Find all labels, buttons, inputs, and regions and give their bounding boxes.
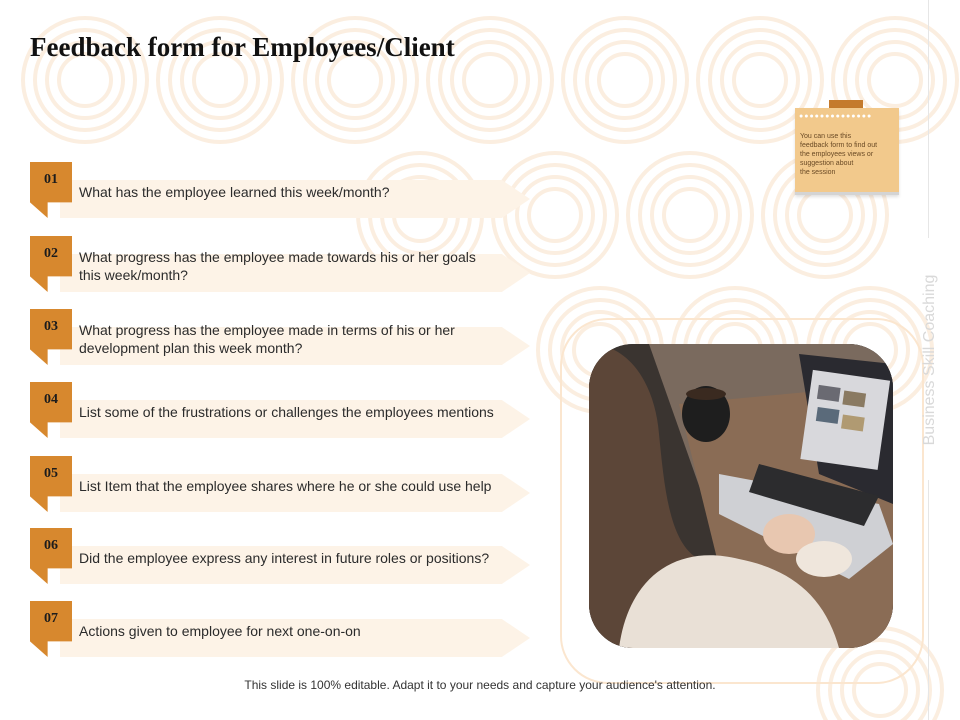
- question-text: What progress has the employee made in terms of his or her development plan this week month?: [79, 322, 455, 356]
- sticky-note: [795, 100, 901, 196]
- footer-note: This slide is 100% editable. Adapt it to your needs and capture your audience's attention.: [244, 678, 716, 692]
- background-ring: [563, 18, 687, 142]
- question-number: 03: [44, 319, 58, 334]
- background-ring: [440, 30, 540, 130]
- photo-illustration: [589, 344, 893, 648]
- question-number: 04: [44, 392, 58, 407]
- question-item-7: [30, 601, 540, 657]
- question-text: Did the employee express any interest in future roles or positions?: [79, 550, 490, 566]
- note-perforation: ●●●●●●●●●●●●●●: [799, 113, 873, 120]
- background-ring: [575, 30, 675, 130]
- question-item-1: [30, 162, 540, 218]
- note-paper: [795, 108, 899, 195]
- question-number: 06: [44, 538, 58, 553]
- note-text: You can use this feedback form to find out the employees views or suggestion about the session: [800, 133, 878, 176]
- side-divider-top: [928, 0, 929, 238]
- slide-title: Feedback form for Employees/Client: [30, 32, 455, 62]
- photo-person-laptop: [589, 344, 893, 648]
- question-item-3: [30, 309, 540, 365]
- question-text: What progress has the employee made towards his or her goals this week/month?: [79, 249, 476, 283]
- question-item-2: [30, 236, 540, 292]
- background-ring: [799, 189, 851, 241]
- background-ring: [664, 189, 716, 241]
- background-ring: [869, 54, 921, 106]
- question-number: 07: [44, 611, 58, 626]
- question-number: 05: [44, 466, 58, 481]
- background-ring: [628, 153, 752, 277]
- question-item-6: [30, 528, 540, 584]
- question-item-4: [30, 382, 540, 438]
- background-ring: [640, 165, 740, 265]
- question-number: 02: [44, 246, 58, 261]
- background-ring: [734, 54, 786, 106]
- background-ring: [599, 54, 651, 106]
- question-text: List Item that the employee shares where he or she could use help: [79, 478, 492, 494]
- question-item-5: [30, 456, 540, 512]
- question-text: What has the employee learned this week/month?: [79, 184, 390, 200]
- question-number: 01: [44, 172, 58, 187]
- question-text: Actions given to employee for next one-on-on: [79, 623, 361, 639]
- question-text: List some of the frustrations or challenges the employees mentions: [79, 404, 494, 420]
- background-ring: [464, 54, 516, 106]
- side-label: Business Skill Coaching: [921, 274, 938, 446]
